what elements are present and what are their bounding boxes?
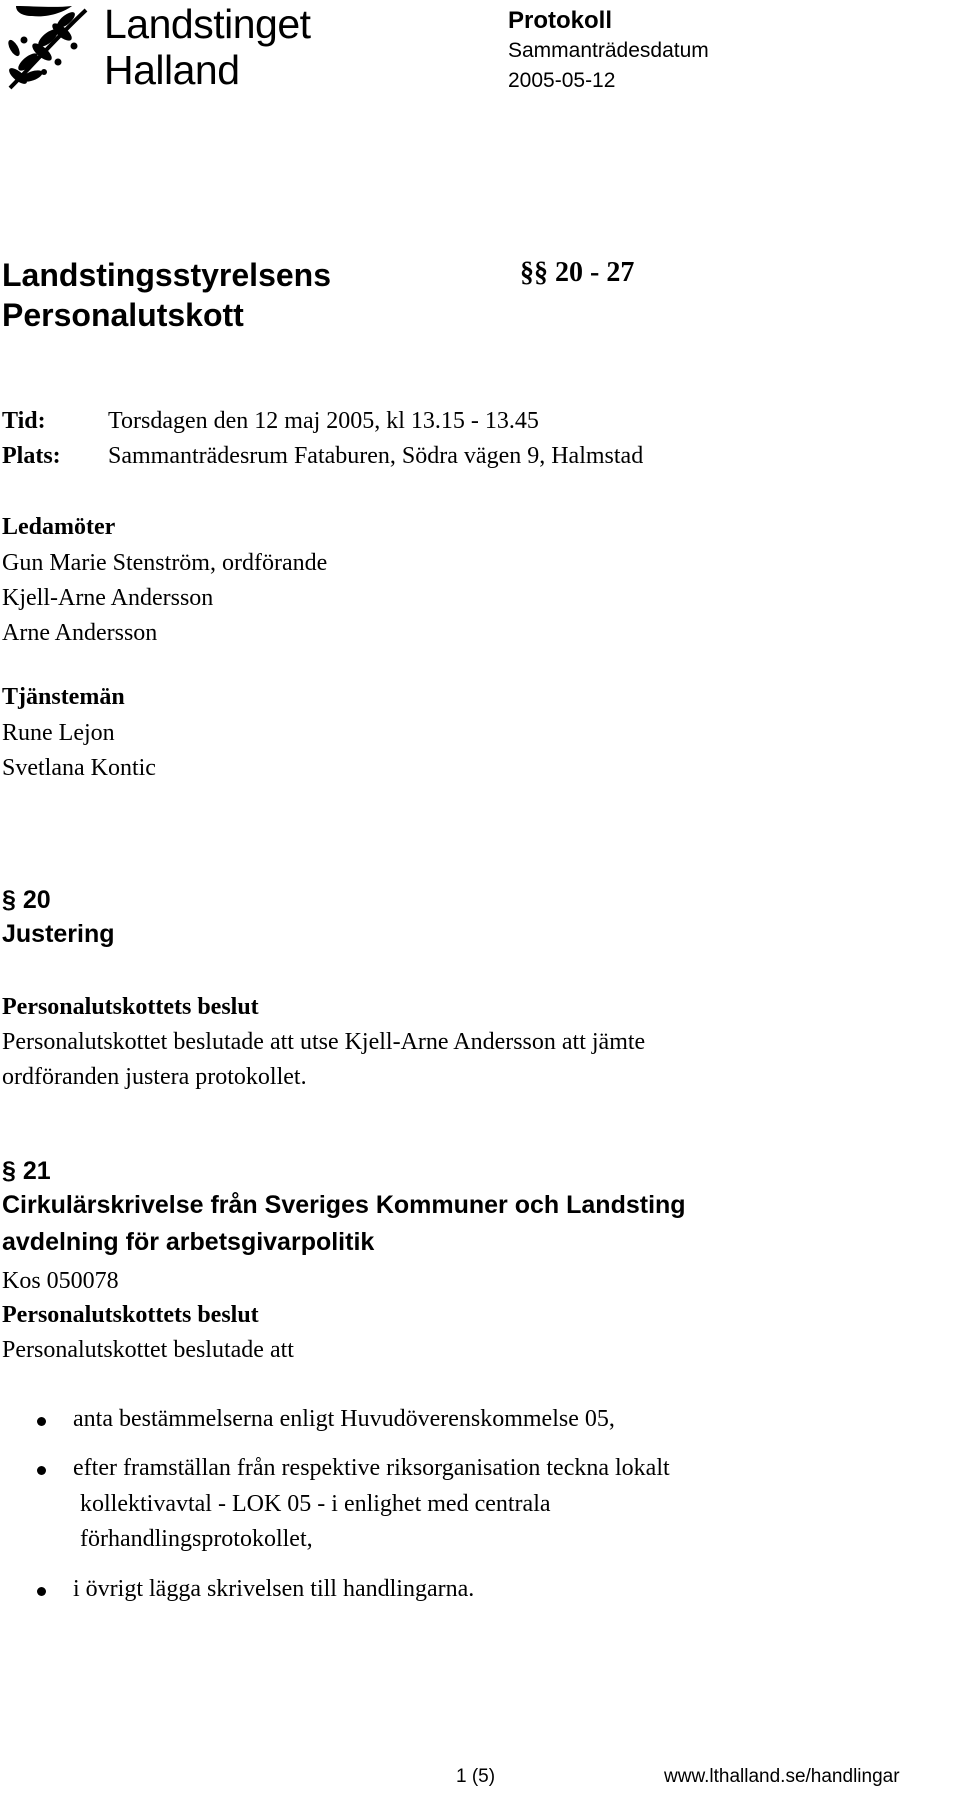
section-20-decision-text: ordföranden justera protokollet. [2, 1064, 307, 1090]
list-item-continuation: kollektivavtal - LOK 05 - i enlighet med centrala [80, 1491, 551, 1517]
committee-title-line2: Personalutskott [2, 297, 244, 333]
section-21-decision-heading: Personalutskottets beslut [2, 1302, 259, 1328]
section-20-title: Justering [2, 920, 115, 948]
organization-logo [2, 2, 322, 94]
list-item: efter framställan från respektive riksorganisation teckna lokalt [73, 1455, 670, 1481]
officials-heading: Tjänstemän [2, 684, 125, 710]
section-range: §§ 20 - 27 [520, 257, 635, 288]
document-meta [508, 6, 709, 96]
list-item: anta bestämmelserna enligt Huvudöverenskommelse 05, [73, 1406, 615, 1432]
logo-text-line1: Landstinget [104, 1, 311, 47]
time-value: Torsdagen den 12 maj 2005, kl 13.15 - 13.45 [108, 408, 539, 434]
bullet-icon [37, 1466, 46, 1475]
page-number: 1 (5) [456, 1766, 496, 1787]
logo-text-line2: Halland [104, 47, 240, 93]
place-label: Plats: [2, 443, 61, 469]
section-21-title: Cirkulärskrivelse från Sveriges Kommuner och Landsting [2, 1191, 686, 1219]
members-heading: Ledamöter [2, 514, 116, 540]
bullet-icon [37, 1587, 46, 1596]
section-20-number: § 20 [2, 886, 51, 914]
place-value: Sammanträdesrum Fataburen, Södra vägen 9, Halmstad [108, 443, 644, 469]
section-21-number: § 21 [2, 1157, 51, 1185]
section-20-decision-text: Personalutskottet beslutade att utse Kjell-Arne Andersson att jämte [2, 1029, 646, 1055]
official-name: Svetlana Kontic [2, 755, 156, 781]
meeting-date-label: Sammanträdesdatum [508, 39, 709, 62]
member-name: Gun Marie Stenström, ordförande [2, 550, 328, 576]
footer-url-link[interactable]: www.lthalland.se/handlingar [664, 1766, 900, 1787]
member-name: Arne Andersson [2, 620, 158, 646]
list-item-continuation: förhandlingsprotokollet, [80, 1526, 313, 1552]
member-name: Kjell-Arne Andersson [2, 585, 214, 611]
committee-title-line1: Landstingsstyrelsens [2, 257, 331, 293]
meeting-date-value: 2005-05-12 [508, 69, 616, 92]
time-label: Tid: [2, 408, 46, 434]
official-name: Rune Lejon [2, 720, 115, 746]
section-20-decision-heading: Personalutskottets beslut [2, 994, 259, 1020]
olive-branch-logo-icon [2, 2, 94, 94]
document-type: Protokoll [508, 7, 613, 34]
section-21-reference: Kos 050078 [2, 1268, 119, 1294]
section-21-title: avdelning för arbetsgivarpolitik [2, 1228, 375, 1256]
bullet-icon [37, 1417, 46, 1426]
list-item: i övrigt lägga skrivelsen till handlingarna. [73, 1576, 475, 1602]
section-21-decision-intro: Personalutskottet beslutade att [2, 1337, 294, 1363]
